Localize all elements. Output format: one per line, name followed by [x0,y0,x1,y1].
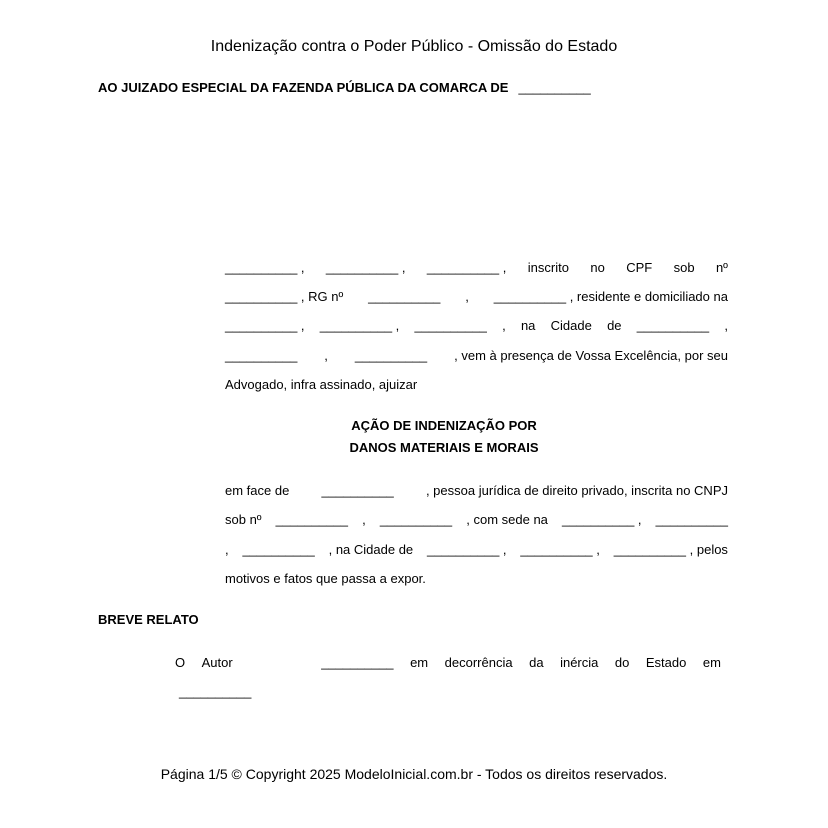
defendant-cnpj-blank: __________ [275,512,348,527]
party-line-2 [225,289,728,304]
defendant-zip-blank: __________ , pelos [613,542,728,557]
party-paragraph [225,260,728,400]
facts-line-1 [175,655,721,670]
defendant-type-text: , pessoa jurídica de direito privado, inscrita no CNPJ [425,483,728,498]
party-city-blank: __________ [636,318,710,333]
action-title-line-1: AÇÃO DE INDENIZAÇÃO POR [351,418,537,433]
text-word: sob [673,260,695,275]
text-word: Autor [201,655,233,670]
section-heading: BREVE RELATO [98,612,199,627]
text-word: da [529,655,544,670]
facts-line-2 [179,684,725,699]
party-line-5 [225,377,728,392]
text-word: Estado [645,655,687,670]
text-word: , [324,348,328,363]
party-line-3 [225,318,728,333]
party-line-1 [225,260,728,275]
facts-paragraph [175,655,721,705]
text-word: em [702,655,721,670]
court-heading [98,80,591,95]
party-name-blank: __________ , [225,260,305,275]
party-nationality-blank: __________ , [325,260,406,275]
text-word: , [465,289,469,304]
text-word: , [724,318,728,333]
party-line-4 [225,348,728,363]
defendant-district-blank: __________ [242,542,315,557]
defendant-number-blank: __________ [655,512,728,527]
page-header-title: Indenização contra o Poder Público - Omissão do Estado [210,38,618,55]
defendant-line-1 [225,483,728,498]
defendant-line-3 [225,542,728,557]
party-street-blank: __________ , [225,318,305,333]
party-advogado-text: Advogado, infra assinado, ajuizar [225,377,418,392]
text-word: no [590,260,605,275]
party-zip-blank: __________ [354,348,428,363]
text-word: em [410,655,429,670]
facts-blank-2: __________ [179,684,252,699]
party-cpf-rg-text: __________ , RG nº [225,289,344,304]
party-state-blank: __________ [225,348,298,363]
text-word: , [225,542,229,557]
text-word: , na Cidade de [328,542,414,557]
defendant-name-blank: __________ [321,483,394,498]
text-word: O [175,655,186,670]
text-word: do [614,655,630,670]
text-word: em face de [225,483,290,498]
defendant-line-2 [225,512,728,527]
party-number-blank: __________ , [319,318,400,333]
text-word: CPF [626,260,653,275]
text-word: nº [715,260,728,275]
defendant-closing-text: motivos e fatos que passa a expor. [225,571,426,586]
party-district-blank: __________ [414,318,487,333]
party-presence-text: , vem à presença de Vossa Excelência, por seu [454,348,728,363]
text-word: , [362,512,366,527]
text-word: Cidade [550,318,592,333]
party-residence-text: __________ , residente e domiciliado na [493,289,728,304]
defendant-paragraph [225,483,728,593]
court-heading-text: AO JUIZADO ESPECIAL DA FAZENDA PÚBLICA DA COMARCA DE [98,80,509,95]
text-word: de [607,318,622,333]
action-title-line-2: DANOS MATERIAIS E MORAIS [349,440,539,455]
text-word: , com sede na [466,512,548,527]
text-word: sob nº [225,512,262,527]
defendant-city-blank: __________ , [427,542,507,557]
party-rg-blank: __________ [368,289,441,304]
text-word: decorrência [444,655,513,670]
text-word: , [502,318,506,333]
facts-blank: __________ [321,655,394,670]
defendant-street-blank: __________ , [562,512,642,527]
defendant-line-4 [225,571,728,586]
text-word: inércia [560,655,599,670]
text-word: inscrito [527,260,569,275]
page-footer: Página 1/5 © Copyright 2025 ModeloInicial.com.br - Todos os direitos reservados. [160,766,668,782]
party-status-blank: __________ , [426,260,507,275]
defendant-blank: __________ [379,512,453,527]
text-word: na [520,318,536,333]
court-comarca-blank: __________ [518,80,591,95]
defendant-state-blank: __________ , [520,542,600,557]
